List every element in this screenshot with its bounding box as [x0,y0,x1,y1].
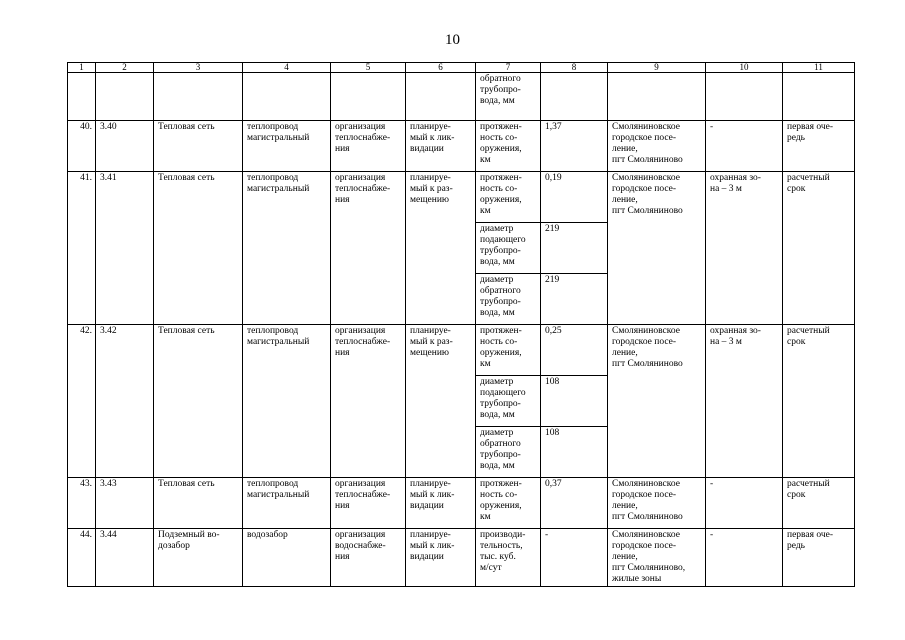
implementation-stage: расчетный срок [783,325,855,478]
row-number: 43. [68,478,96,529]
implementation-stage: расчетный срок [783,172,855,325]
object-name: Подземный во- дозабор [154,529,243,587]
table-row [68,325,855,376]
object-type: водозабор [243,529,331,587]
parameter-value: 219 [541,223,608,274]
table-cell [154,73,243,121]
table-row [68,121,855,172]
column-header: 7 [476,63,541,73]
column-header: 6 [406,63,476,73]
table-cell [331,73,406,121]
object-location: Смоляниновское городское посе- ление, пгт Смоляниново [608,121,706,172]
column-header: 4 [243,63,331,73]
protection-zone: охранная зо- на – 3 м [706,172,783,325]
column-header: 3 [154,63,243,73]
parameter-name: протяжен- ность со- оружения, км [476,121,541,172]
object-type: теплопровод магистральный [243,121,331,172]
object-type: теплопровод магистральный [243,172,331,325]
object-location: Смоляниновское городское посе- ление, пгт Смоляниново [608,172,706,325]
parameter-name: протяжен- ность со- оружения, км [476,325,541,376]
parameter-value: - [541,529,608,587]
object-purpose: организация теплоснабже- ния [331,478,406,529]
page-number: 10 [445,32,460,48]
parameter-name: протяжен- ность со- оружения, км [476,172,541,223]
table-cell [406,73,476,121]
parameter-name: производи- тельность, тыс. куб. м/сут [476,529,541,587]
protection-zone: охранная зо- на – 3 м [706,325,783,478]
parameter-value: 1,37 [541,121,608,172]
column-header: 1 [68,63,96,73]
object-code: 3.43 [96,478,154,529]
object-purpose: организация теплоснабже- ния [331,121,406,172]
column-header: 11 [783,63,855,73]
table-cell [541,73,608,121]
table-cell [706,73,783,121]
table-cell [96,73,154,121]
object-type: теплопровод магистральный [243,478,331,529]
continuation-row [68,73,855,121]
object-name: Тепловая сеть [154,478,243,529]
table-cell [608,73,706,121]
parameter-name: диаметр подающего трубопро- вода, мм [476,223,541,274]
implementation-stage: первая оче- редь [783,121,855,172]
object-purpose: организация теплоснабже- ния [331,325,406,478]
table-cell [68,73,96,121]
implementation-stage: расчетный срок [783,478,855,529]
table-row [68,478,855,529]
object-status: планируе- мый к раз- мещению [406,172,476,325]
object-name: Тепловая сеть [154,121,243,172]
object-location: Смоляниновское городское посе- ление, пгт Смоляниново [608,478,706,529]
parameter-value: 0,37 [541,478,608,529]
register-table [67,62,855,587]
object-code: 3.41 [96,172,154,325]
parameter-name: диаметр подающего трубопро- вода, мм [476,376,541,427]
object-status: планируе- мый к лик- видации [406,529,476,587]
object-location: Смоляниновское городское посе- ление, пгт Смоляниново, жилые зоны [608,529,706,587]
parameter-value: 108 [541,427,608,478]
protection-zone: - [706,121,783,172]
table-cell [783,73,855,121]
parameter-name: диаметр обратного трубопро- вода, мм [476,427,541,478]
parameter-value: 0,25 [541,325,608,376]
table-cell [243,73,331,121]
protection-zone: - [706,529,783,587]
parameter-value: 108 [541,376,608,427]
table-row [68,172,855,223]
implementation-stage: первая оче- редь [783,529,855,587]
row-number: 42. [68,325,96,478]
parameter-value: 219 [541,274,608,325]
parameter-name: диаметр обратного трубопро- вода, мм [476,274,541,325]
object-name: Тепловая сеть [154,172,243,325]
object-name: Тепловая сеть [154,325,243,478]
object-purpose: организация водоснабже- ния [331,529,406,587]
protection-zone: - [706,478,783,529]
column-header: 8 [541,63,608,73]
object-code: 3.42 [96,325,154,478]
row-number: 41. [68,172,96,325]
row-number: 44. [68,529,96,587]
object-purpose: организация теплоснабже- ния [331,172,406,325]
parameter-cell: обратного трубопро- вода, мм [476,73,541,121]
parameter-value: 0,19 [541,172,608,223]
parameter-name: протяжен- ность со- оружения, км [476,478,541,529]
object-code: 3.40 [96,121,154,172]
column-header: 9 [608,63,706,73]
row-number: 40. [68,121,96,172]
object-status: планируе- мый к лик- видации [406,121,476,172]
object-status: планируе- мый к лик- видации [406,478,476,529]
column-header-row [68,63,855,73]
object-type: теплопровод магистральный [243,325,331,478]
column-header: 10 [706,63,783,73]
object-code: 3.44 [96,529,154,587]
column-header: 2 [96,63,154,73]
table-row [68,529,855,587]
object-status: планируе- мый к раз- мещению [406,325,476,478]
column-header: 5 [331,63,406,73]
object-location: Смоляниновское городское посе- ление, пгт Смоляниново [608,325,706,478]
